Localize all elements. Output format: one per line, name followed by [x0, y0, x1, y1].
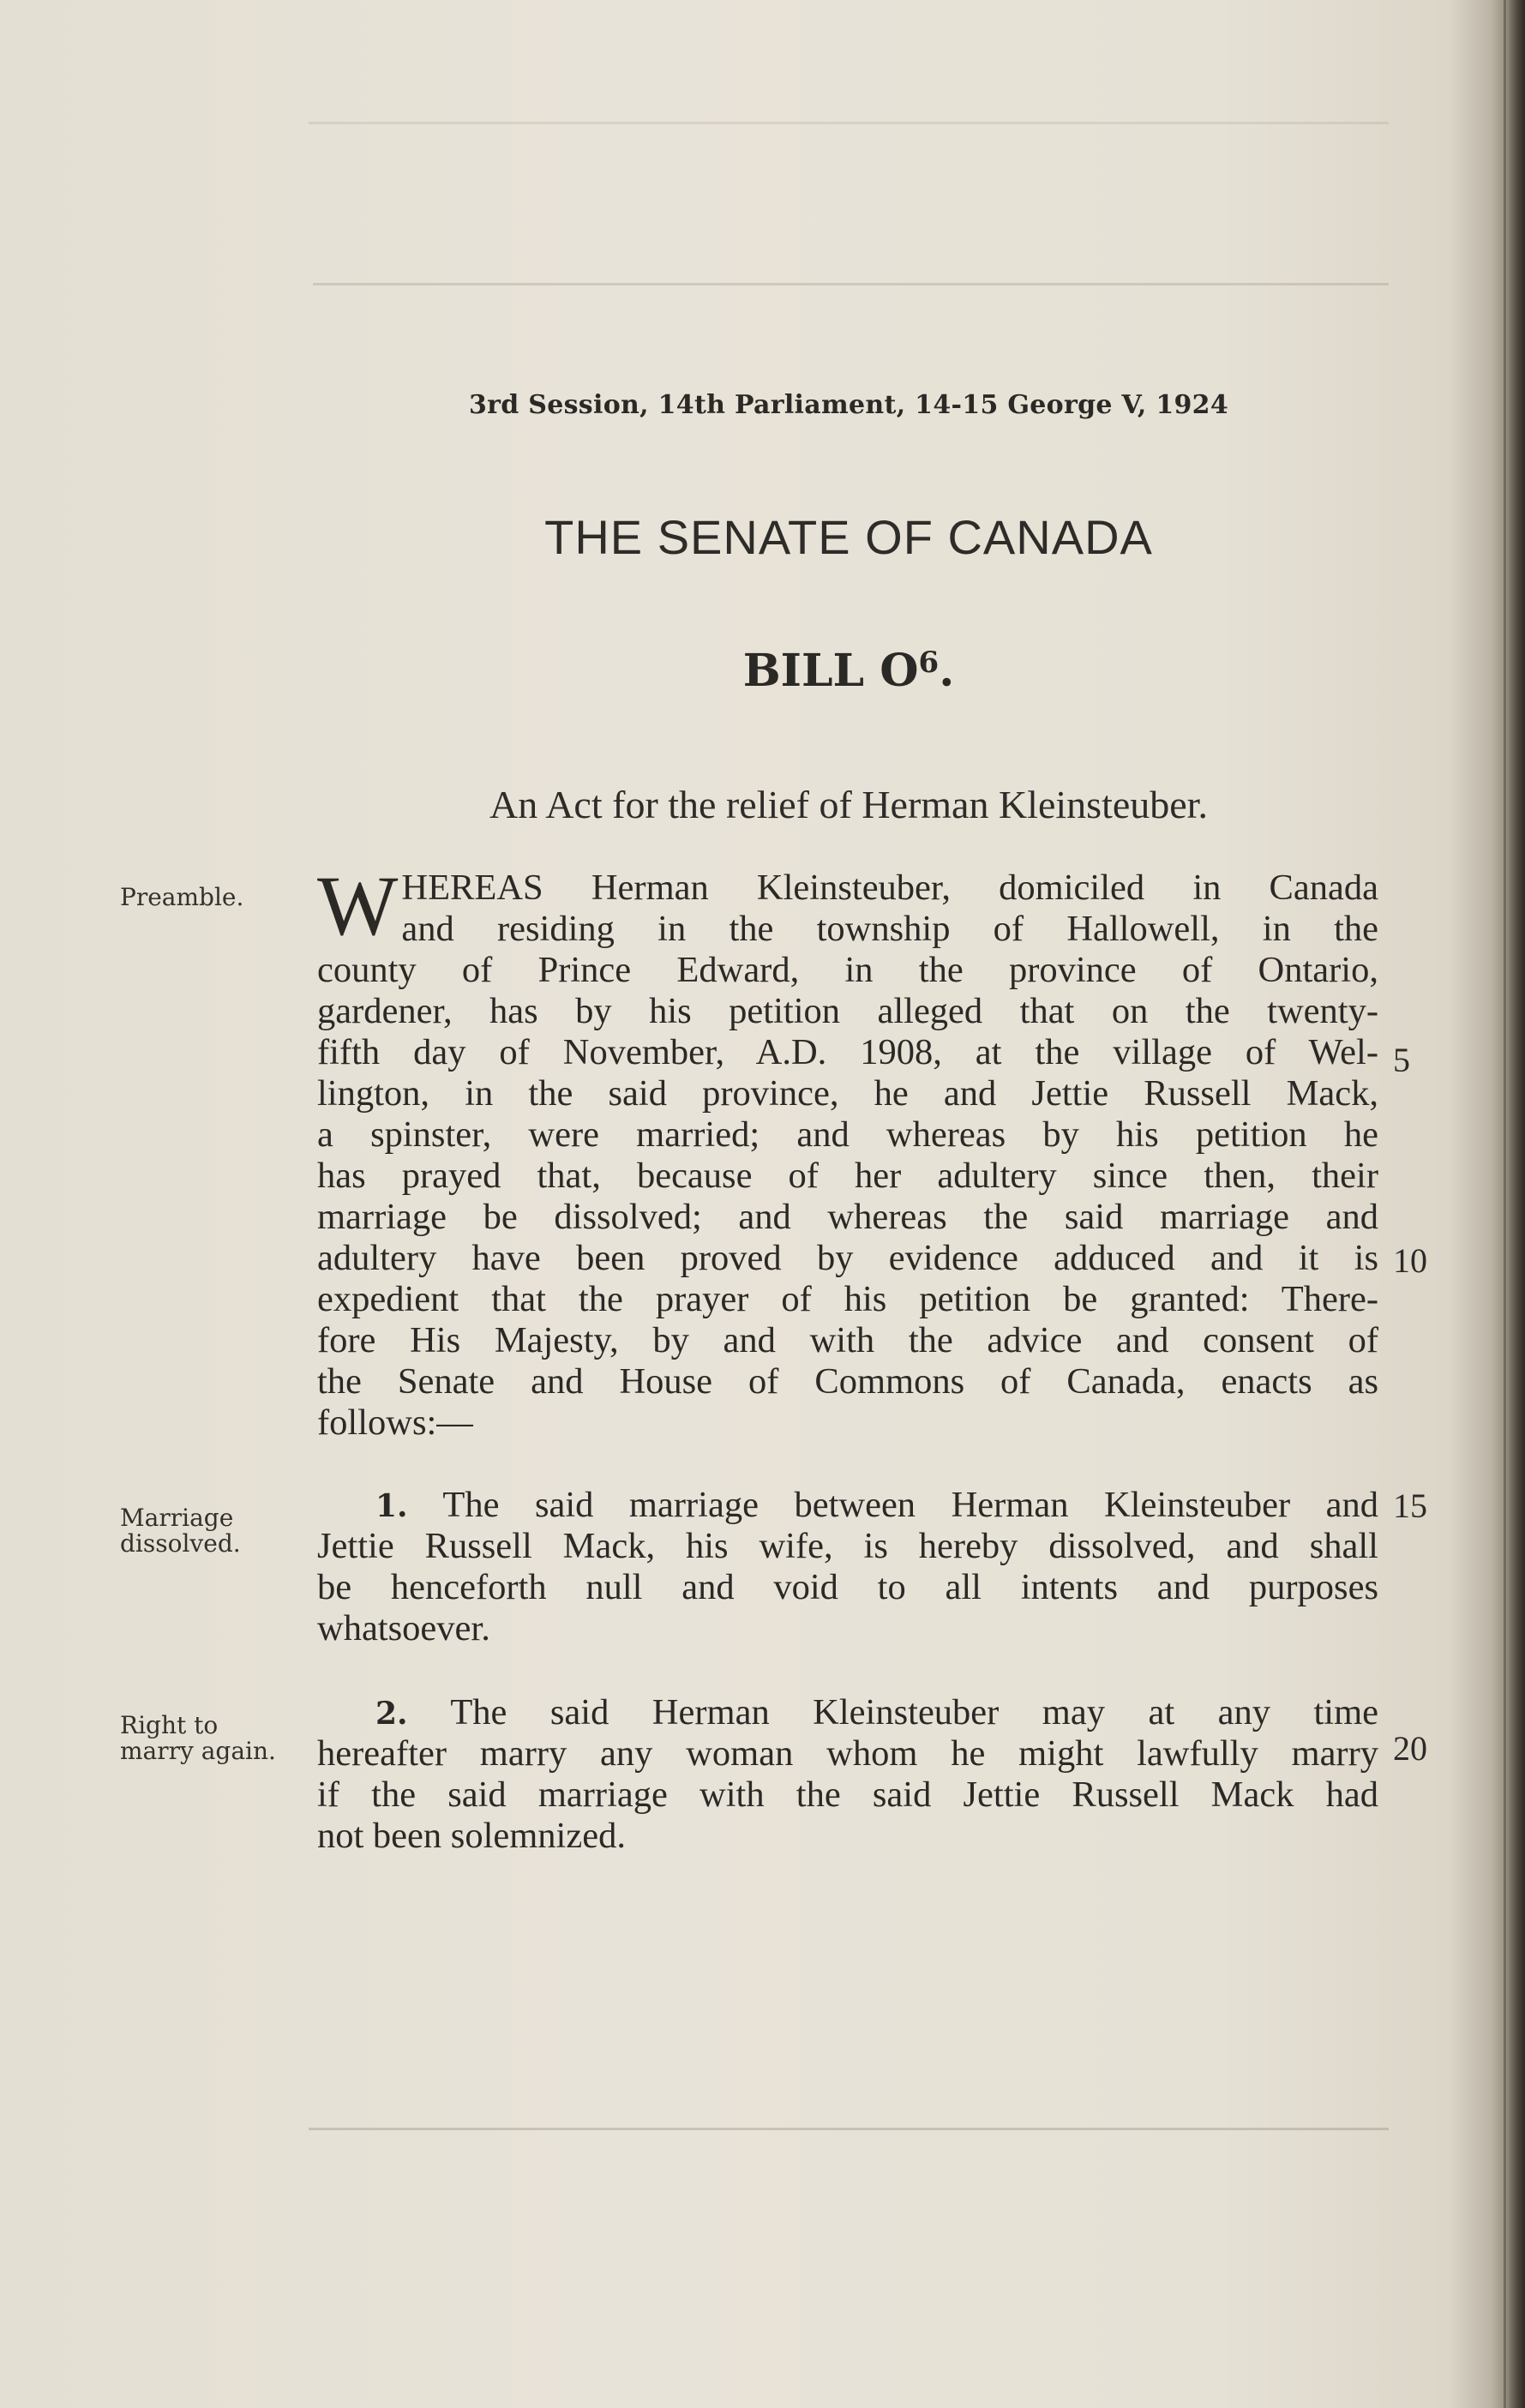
bill-number — [309, 645, 1389, 697]
session-line: 3rd Session, 14th Parliament, 14-15 George V, 1924 — [468, 390, 1229, 420]
marginal-note-section-1 — [120, 1505, 300, 1557]
marginal-note-line: dissolved. — [120, 1529, 241, 1558]
preamble-line: HEREAS Herman Kleinsteuber, domiciled in Canada — [401, 868, 1378, 908]
line-number-5: 5 — [1393, 1041, 1410, 1079]
preamble-text — [317, 858, 1378, 1444]
section-number: 1. — [375, 1488, 408, 1524]
line-number-20: 20 — [1393, 1729, 1427, 1768]
preamble-line: county of Prince Edward, in the province of Ontario, — [317, 950, 1378, 990]
preamble-line: follows:— — [317, 1402, 473, 1443]
act-title: An Act for the relief of Herman Kleinsteuber. — [489, 783, 1208, 826]
preamble-line: gardener, has by his petition alleged that on the twenty- — [317, 991, 1378, 1031]
upper-faint-rule — [313, 283, 1389, 285]
marginal-note-line: marry again. — [120, 1737, 276, 1765]
marginal-note-line: Marriage — [120, 1504, 234, 1532]
preamble-line: and residing in the township of Hallowell, in the — [401, 909, 1378, 949]
section-line: Jettie Russell Mack, his wife, is hereby dissolved, and shall — [317, 1526, 1378, 1566]
line-number-10: 10 — [1393, 1241, 1427, 1280]
preamble-line: fifth day of November, A.D. 1908, at the village of Wel- — [317, 1032, 1378, 1072]
lower-faint-rule — [309, 2128, 1389, 2130]
marginal-note-line: Right to — [120, 1711, 219, 1739]
section-line: hereafter marry any woman whom he might lawfully marry — [317, 1733, 1378, 1774]
section-line: be henceforth null and void to all intents and purposes — [317, 1567, 1378, 1607]
preamble-line: lington, in the said province, he and Jettie Russell Mack, — [317, 1073, 1378, 1114]
section-line: 2. The said Herman Kleinsteuber may at any time — [375, 1692, 1378, 1732]
section-line: if the said marriage with the said Jettie Russell Mack had — [317, 1774, 1378, 1815]
line-number-15: 15 — [1393, 1486, 1427, 1525]
bill-suffix: . — [939, 645, 955, 697]
page-edge-shadow — [1491, 0, 1525, 2408]
section-number: 2. — [375, 1696, 408, 1732]
top-faint-rule — [309, 122, 1389, 124]
preamble-line: fore His Majesty, by and with the advice and consent of — [317, 1320, 1378, 1360]
section-line: 1. The said marriage between Herman Kleinsteuber and — [375, 1485, 1379, 1525]
section-2-text — [317, 1692, 1378, 1857]
bill-prefix: BILL O — [742, 645, 919, 697]
preamble-line: expedient that the prayer of his petition be granted: There- — [317, 1279, 1378, 1319]
section-line: whatsoever. — [317, 1608, 490, 1648]
bill-superscript: 6 — [918, 646, 940, 680]
section-1-text — [317, 1485, 1378, 1649]
preamble-line: marriage be dissolved; and whereas the said marriage and — [317, 1197, 1378, 1237]
section-line: not been solemnized. — [317, 1816, 626, 1856]
marginal-note-section-2 — [120, 1713, 300, 1764]
preamble-line: has prayed that, because of her adultery since then, their — [317, 1156, 1378, 1196]
marginal-note-preamble: Preamble. — [120, 883, 244, 911]
preamble-line: adultery have been proved by evidence adduced and it is — [317, 1238, 1378, 1278]
preamble-line: the Senate and House of Commons of Canada, enacts as — [317, 1361, 1378, 1402]
chamber-title: THE SENATE OF CANADA — [544, 510, 1153, 564]
dropcap-letter: W — [317, 858, 399, 953]
preamble-line: a spinster, were married; and whereas by his petition he — [317, 1114, 1378, 1155]
